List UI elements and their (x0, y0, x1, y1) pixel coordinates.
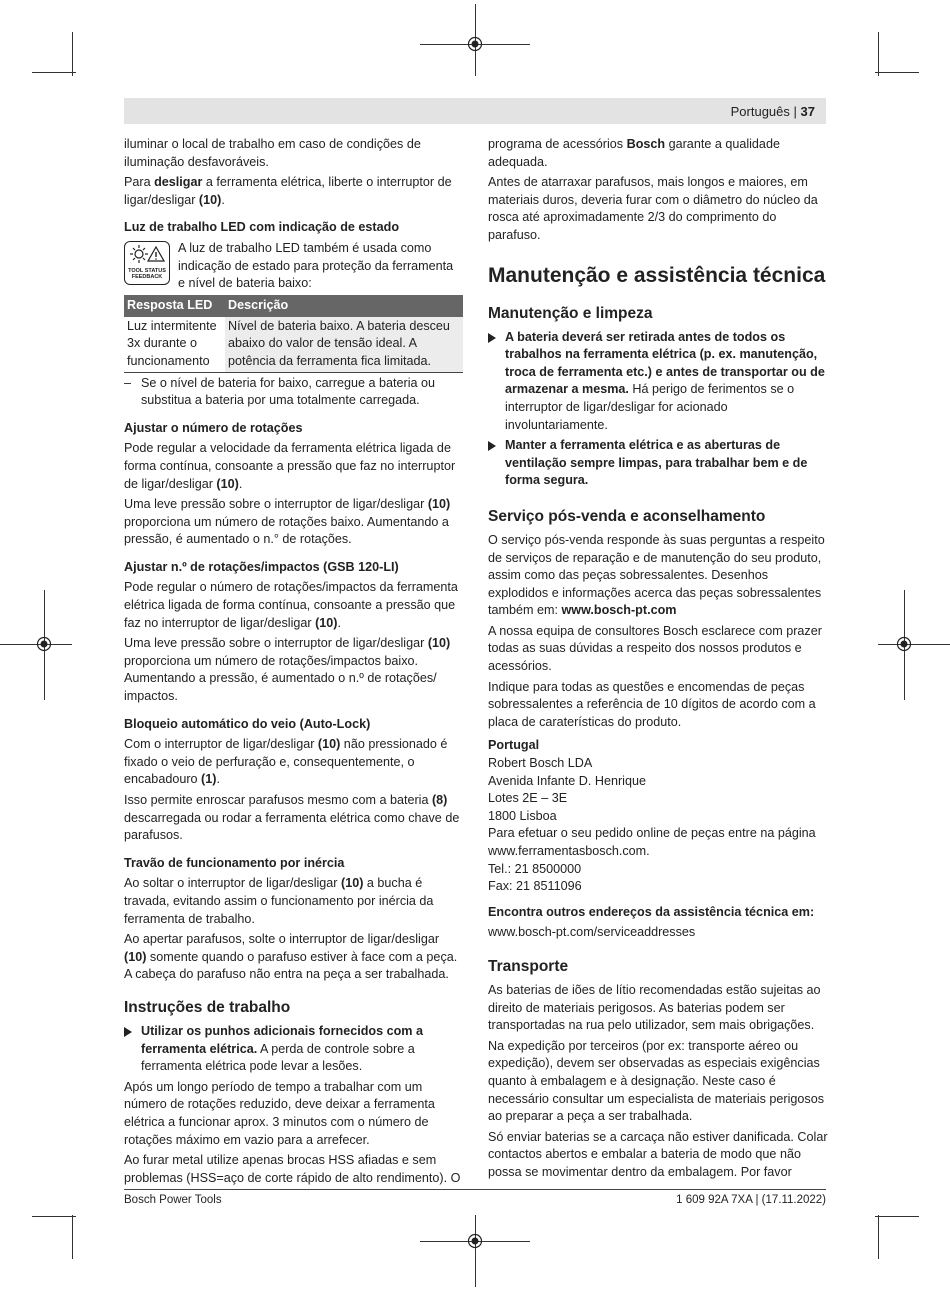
paragraph: O serviço pós-venda responde às suas perguntas a respeito de serviços de reparação e de manutenção do seu produto, assim como das peças sobressalentes. Desenhos explodidos e informações acerca das peças sobressalentes também em: www.bosch-pt.com (488, 532, 825, 618)
section-heading: Luz de trabalho LED com indicação de estado (124, 220, 400, 235)
crop-mark (32, 72, 76, 73)
chapter-title: Manutenção e assistência técnica (488, 263, 826, 287)
paragraph: Isso permite enroscar parafusos mesmo com a bateria (8) descarregada ou rodar a ferramenta elétrica como chave de parafusos. (124, 793, 460, 843)
led-description: A luz de trabalho LED também é usada como indicação de estado para proteção da ferramenta e nível de bateria baixo: (178, 240, 454, 291)
address-line: 1800 Lisboa (488, 808, 557, 823)
section-title: Transporte (488, 957, 569, 975)
crop-mark (878, 1215, 879, 1259)
footer-right: 1 609 92A 7XA | (17.11.2022) (676, 1194, 826, 1206)
crop-mark (32, 1216, 76, 1217)
crop-mark (878, 32, 879, 76)
paragraph: Pode regular a velocidade da ferramenta elétrica ligada de forma contínua, consoante a pressão que faz no interruptor de ligar/desligar (10). (124, 441, 456, 491)
table-cell: Luz intermitente 3x durante o funcionamento (124, 317, 225, 372)
bullet-triangle-icon (488, 441, 496, 451)
country-heading: Portugal (488, 738, 540, 753)
right-column (488, 136, 828, 1185)
fax: Fax: 21 8511096 (488, 879, 582, 894)
section-heading: Ajustar o número de rotações (124, 420, 303, 435)
page-number: 37 (800, 104, 815, 119)
paragraph: Indique para todas as questões e encomendas de peças sobressalentes a referência de 10 dígitos de acordo com a placa de caraterísticas do produto. (488, 679, 816, 729)
table-header: Resposta LED (124, 295, 225, 317)
section-title: Serviço pós-venda e aconselhamento (488, 507, 766, 525)
paragraph: Para desligar a ferramenta elétrica, liberte o interruptor de ligar/desligar (10). (124, 175, 452, 207)
paragraph: Uma leve pressão sobre o interruptor de ligar/desligar (10) proporciona um número de rotações/impactos baixo. Aumentando a pressão, é aumentado o n.º de rotações/ impactos. (124, 636, 451, 704)
page-header (731, 103, 815, 121)
section-title: Instruções de trabalho (124, 998, 291, 1016)
paragraph: Uma leve pressão sobre o interruptor de ligar/desligar (10) proporciona um número de rotações baixo. Aumentando a pressão, é aumentado o n.° de rotações. (124, 497, 451, 547)
crop-mark (475, 1215, 476, 1287)
footer-left: Bosch Power Tools (124, 1194, 222, 1206)
address-line: Robert Bosch LDA (488, 756, 593, 771)
paragraph: Ao furar metal utilize apenas brocas HSS afiadas e sem problemas (HSS=aço de corte rápido de alto rendimento). O (124, 1153, 461, 1185)
paragraph: programa de acessórios Bosch garante a qualidade adequada. (488, 137, 780, 169)
registration-mark-icon (896, 636, 912, 652)
order-text: Para efetuar o seu pedido online de peças entre na página www.ferramentasbosch.com. (488, 826, 816, 858)
section-heading: Ajustar n.º de rotações/impactos (GSB 120-LI) (124, 559, 399, 574)
crop-mark (875, 1216, 919, 1217)
bullet-item: Manter a ferramenta elétrica e as aberturas de ventilação sempre limpas, para trabalhar bem e de forma segura. (488, 437, 828, 490)
crop-mark (878, 644, 950, 645)
led-table (124, 295, 463, 373)
bullet-triangle-icon (124, 1027, 132, 1037)
icon-caption: TOOL STATUS (128, 267, 166, 274)
address-line: Avenida Infante D. Henrique (488, 773, 646, 788)
paragraph: Só enviar baterias se a carcaça não estiver danificada. Colar contactos abertos e embalar a bateria de modo que não possa se movimentar dentro da embalagem. Por favor (488, 1129, 828, 1179)
dash-list-item: – Se o nível de bateria for baixo, carregue a bateria ou substitua a bateria por uma totalmente carregada. (124, 375, 436, 408)
address-line: Lotes 2E – 3E (488, 791, 568, 806)
section-heading: Travão de funcionamento por inércia (124, 855, 345, 870)
paragraph: Ao soltar o interruptor de ligar/desligar (10) a bucha é travada, evitando assim o funcionamento por inércia da ferramenta de trabalho. (124, 876, 434, 926)
led-status-block (124, 240, 463, 293)
crop-mark (72, 1215, 73, 1259)
paragraph: iluminar o local de trabalho em caso de condições de iluminação desfavoráveis. (124, 137, 421, 169)
paragraph: A nossa equipa de consultores Bosch esclarece com prazer todas as suas dúvidas a respeito dos nossos produtos e acessórios. (488, 623, 822, 674)
bullet-item: A bateria deverá ser retirada antes de todos os trabalhos na ferramenta elétrica (p. ex. manutenção, troca de ferramenta etc.) e antes de transportar ou de armazenar a mesma. Há perigo de ferimentos se o interruptor de ligar/desligar for acionado involuntariamente. (488, 329, 828, 435)
table-header: Descrição (225, 295, 463, 317)
paragraph: Com o interruptor de ligar/desligar (10) não pressionado é fixado o veio de perfuração e, consequentemente, o encabadouro (1). (124, 737, 448, 787)
service-link[interactable]: www.bosch-pt.com (561, 603, 677, 618)
left-column (124, 136, 463, 1190)
paragraph: Antes de atarraxar parafusos, mais longos e maiores, em materiais duros, deveria furar com o diâmetro do núcleo da rosca até aproximadamente 2/3 do comprimento do parafuso. (488, 175, 818, 242)
section-title: Manutenção e limpeza (488, 304, 653, 322)
registration-mark-icon (36, 636, 52, 652)
registration-mark-icon (467, 36, 483, 52)
icon-caption: FEEDBACK (131, 273, 163, 280)
paragraph: Após um longo período de tempo a trabalhar com um número de rotações reduzido, deve deixar a ferramenta elétrica a funcionar aprox. 3 minutos com o número de rotações máximo em vazio para a arrefecer. (124, 1079, 435, 1147)
section-heading: Bloqueio automático do veio (Auto-Lock) (124, 716, 371, 731)
table-row (124, 317, 463, 372)
table-cell: Nível de bateria baixo. A bateria desceu abaixo do valor de tensão ideal. A potência da ferramenta fica limitada. (225, 317, 463, 372)
footer-rule (124, 1189, 826, 1190)
header-separator: | (793, 104, 797, 119)
telephone: Tel.: 21 8500000 (488, 861, 582, 876)
header-language: Português (730, 104, 790, 119)
paragraph: Na expedição por terceiros (por ex: transporte aéreo ou expedição), devem ser observadas as especiais exigências quanto à embalagem e à designação. Neste caso é necessário consultar um especialista de materiais perigosos ao preparar a peça a ser trabalhada. (488, 1038, 824, 1124)
bullet-triangle-icon (488, 333, 496, 343)
crop-mark (875, 72, 919, 73)
crop-mark (72, 32, 73, 76)
bullet-item: Utilizar os punhos adicionais fornecidos com a ferramenta elétrica. A perda de controle sobre a ferramenta elétrica pode levar a lesões. (124, 1023, 463, 1076)
service-addresses-link[interactable]: www.bosch-pt.com/serviceaddresses (488, 925, 696, 940)
header-bar (124, 98, 826, 124)
paragraph: Ao apertar parafusos, solte o interruptor de ligar/desligar (10) somente quando o parafuso estiver à face com a peça. A cabeça do parafuso não entra na peça a ser trabalhada. (124, 932, 458, 982)
paragraph: As baterias de iões de lítio recomendadas estão sujeitas ao direito de materiais perigosos. As baterias podem ser transportadas na rua pelo utilizador, sem mais obrigações. (488, 982, 821, 1033)
registration-mark-icon (467, 1233, 483, 1249)
tool-status-feedback-icon (124, 241, 170, 285)
paragraph: Pode regular o número de rotações/impactos da ferramenta elétrica ligada de forma contínua, consoante a pressão que faz no interruptor de ligar/desligar (10). (124, 580, 458, 630)
section-heading: Encontra outros endereços da assistência técnica em: (488, 904, 815, 919)
